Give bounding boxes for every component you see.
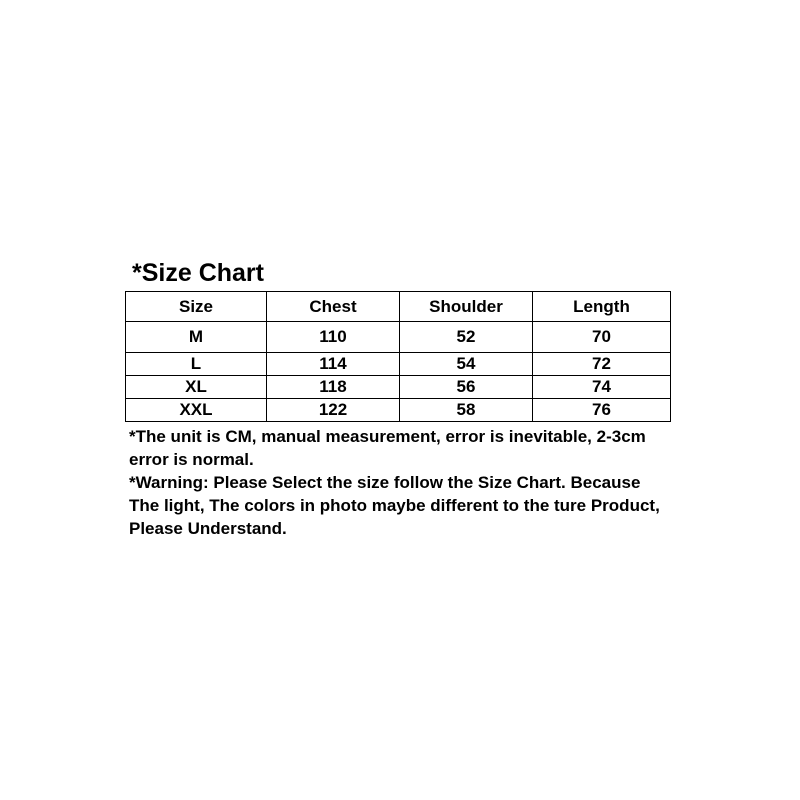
cell-size: M (126, 322, 267, 353)
cell-length: 70 (533, 322, 671, 353)
table-row (126, 353, 671, 376)
cell-chest: 110 (267, 322, 400, 353)
table-row (126, 322, 671, 353)
cell-chest: 114 (267, 353, 400, 376)
cell-length: 74 (533, 376, 671, 399)
size-chart-title: *Size Chart (132, 259, 264, 287)
size-chart-table (125, 291, 671, 422)
cell-chest: 118 (267, 376, 400, 399)
header-chest: Chest (267, 292, 400, 322)
cell-size: L (126, 353, 267, 376)
table-row (126, 399, 671, 422)
cell-shoulder: 52 (400, 322, 533, 353)
cell-length: 76 (533, 399, 671, 422)
warning-note: *Warning: Please Select the size follow the Size Chart. Because The light, The colors in photo maybe different to the ture Product, Please Understand. (129, 473, 660, 538)
header-size: Size (126, 292, 267, 322)
cell-shoulder: 58 (400, 399, 533, 422)
unit-note: *The unit is CM, manual measurement, error is inevitable, 2-3cm error is normal. (129, 427, 646, 469)
header-shoulder: Shoulder (400, 292, 533, 322)
table-header-row (126, 292, 671, 322)
cell-size: XL (126, 376, 267, 399)
cell-shoulder: 56 (400, 376, 533, 399)
header-length: Length (533, 292, 671, 322)
table-row (126, 376, 671, 399)
cell-size: XXL (126, 399, 267, 422)
cell-length: 72 (533, 353, 671, 376)
cell-shoulder: 54 (400, 353, 533, 376)
cell-chest: 122 (267, 399, 400, 422)
size-notes (129, 425, 674, 540)
